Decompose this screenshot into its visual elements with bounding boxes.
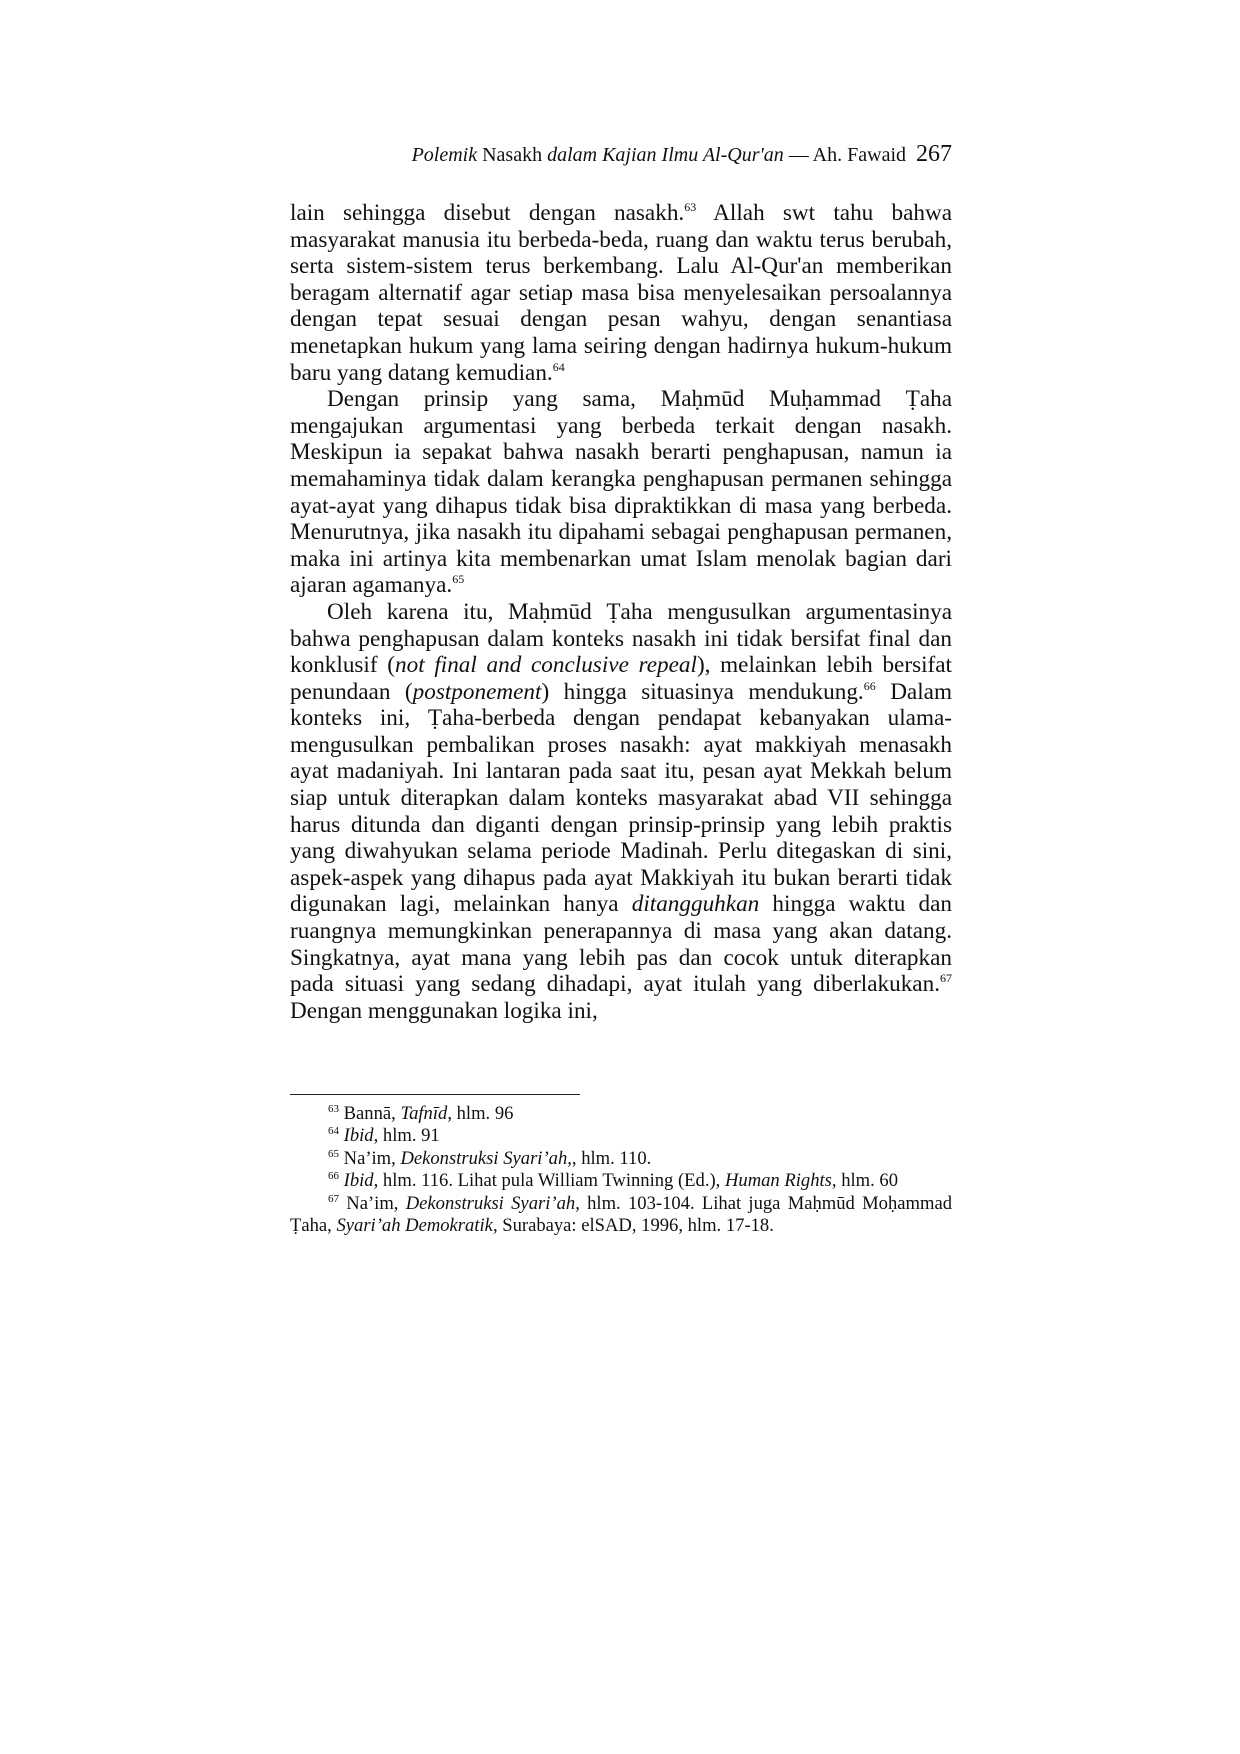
header-title-roman: Nasakh [477,144,548,166]
footnote-text: , Surabaya: elSAD, 1996, hlm. 17-18. [492,1215,774,1237]
paragraph-text: Dengan prinsip yang sama, Maḥmūd Muḥammad Ṭaha mengajukan argumentasi yang berbeda terkait dengan nasakh. Meskipun ia sepakat bahwa nasakh berarti penghapusan, namun ia memahaminya tidak dalam kerangka penghapusan permanen sehingga ayat-ayat yang dihapus tidak bisa dipraktikkan di masa yang berbeda. Menurutnya, jika nasakh itu dipahami sebagai penghapusan permanen, maka ini artinya kita membenarkan umat Islam menolak bagian dari ajaran agamanya. [290,386,952,599]
italic-term: postponement [412,678,542,705]
footnotes [290,1103,952,1237]
page-number: 267 [916,141,952,167]
footnote-number: 66 [328,1170,339,1183]
paragraph-text: ) hingga situasinya mendukung. [541,678,864,705]
paragraph-text: ), melainkan lebih bersifat penundaan ( [290,652,952,705]
paragraph-text: Oleh karena itu, Maḥmūd Ṭaha mengusulkan argumentasinya bahwa penghapusan dalam konteks nasakh ini tidak bersifat final dan konklusif ( [290,598,952,679]
footnote-text: , hlm. 103-104. Lihat juga Maḥmūd Moḥammad Ṭaha, [290,1192,953,1237]
footnote-text: Bannā, [339,1103,401,1124]
paragraph-3 [290,599,952,1025]
footnote-number: 64 [328,1125,339,1138]
footnote-italic: Ibid [343,1125,374,1147]
italic-term: not final and conclusive repeal [395,652,697,679]
paragraph-text: Dengan menggunakan logika ini, [290,997,598,1024]
body-text [290,200,952,1024]
paragraph-2 [290,386,952,599]
header-title-italic-1: Polemik [411,144,478,166]
footnote-italic: Dekonstruksi Syari’ah [405,1192,576,1214]
footnote-number: 63 [328,1103,339,1115]
paragraph-text: hingga waktu dan ruangnya memungkinkan penerapannya di masa yang akan datang. Singkatnya, ayat mana yang lebih pas dan cocok untuk diterapkan pada situasi yang sedang dihadapi, ayat itulah yang diberlakukan. [290,891,952,998]
footnote-64 [290,1125,952,1147]
footnote-text: Na’im, [339,1192,406,1214]
footnote-separator [290,1094,580,1095]
footnote-ref-63[interactable]: 63 [684,200,697,214]
paragraph-text: Allah swt tahu bahwa masyarakat manusia itu berbeda-beda, ruang dan waktu terus berubah, serta sistem-sistem terus berkembang. Lalu Al-Qur'an memberikan beragam alternatif agar setiap masa bisa menyelesaikan persoalannya dengan tepat sesuai dengan pesan wahyu, dengan senantiasa menetapkan hukum yang lama seiring dengan hadirnya hukum-hukum baru yang datang kemudian. [290,200,952,386]
paragraph-text: Dalam konteks ini, Ṭaha-berbeda dengan pendapat kebanyakan ulama-mengusulkan pembalikan proses nasakh: ayat makkiyah menasakh ayat madaniyah. Ini lantaran pada saat itu, pesan ayat Mekkah belum siap untuk diterapkan dalam konteks masyarakat abad VII sehingga harus ditunda dan diganti dengan prinsip-prinsip yang lebih praktis yang diwahyukan selama periode Madinah. Perlu ditegaskan di sini, aspek-aspek yang dihapus pada ayat Makkiyah itu bukan berarti tidak digunakan lagi, melainkan hanya [290,678,952,918]
footnote-ref-64[interactable]: 64 [552,359,565,374]
footnote-italic: Syari’ah Demokratik [336,1215,493,1237]
footnote-text: Na’im, [339,1147,401,1169]
footnote-text: , hlm. 91 [373,1125,440,1147]
italic-term: ditangguhkan [631,891,760,918]
footnote-italic: Tafnīd [400,1103,448,1124]
footnote-italic: Ibid [343,1170,374,1192]
footnote-text: , hlm. 60 [831,1170,899,1192]
footnote-text: , hlm. 110. [571,1147,652,1169]
footnote-text: , hlm. 116. Lihat pula William Twinning (Ed.), [373,1170,725,1192]
footnote-italic: Dekonstruksi Syari’ah, [400,1147,572,1169]
footnote-66 [290,1170,952,1192]
footnote-ref-65[interactable]: 65 [452,572,465,587]
footnote-number: 65 [328,1147,339,1160]
footnote-63 [290,1103,952,1125]
footnote-text: , hlm. 96 [447,1103,514,1124]
header-title-italic-2: dalam Kajian Ilmu Al-Qur'an [547,144,784,166]
header-author: — Ah. Fawaid [783,144,906,166]
running-header [290,140,952,169]
footnote-67 [290,1193,952,1238]
paragraph-1 [290,200,952,386]
footnote-ref-67[interactable]: 67 [940,971,952,986]
paragraph-text: lain sehingga disebut dengan nasakh. [290,200,685,226]
footnote-number: 67 [328,1192,339,1205]
footnote-ref-66[interactable]: 66 [863,678,876,693]
footnote-65 [290,1148,952,1170]
footnote-italic: Human Rights [724,1170,832,1192]
